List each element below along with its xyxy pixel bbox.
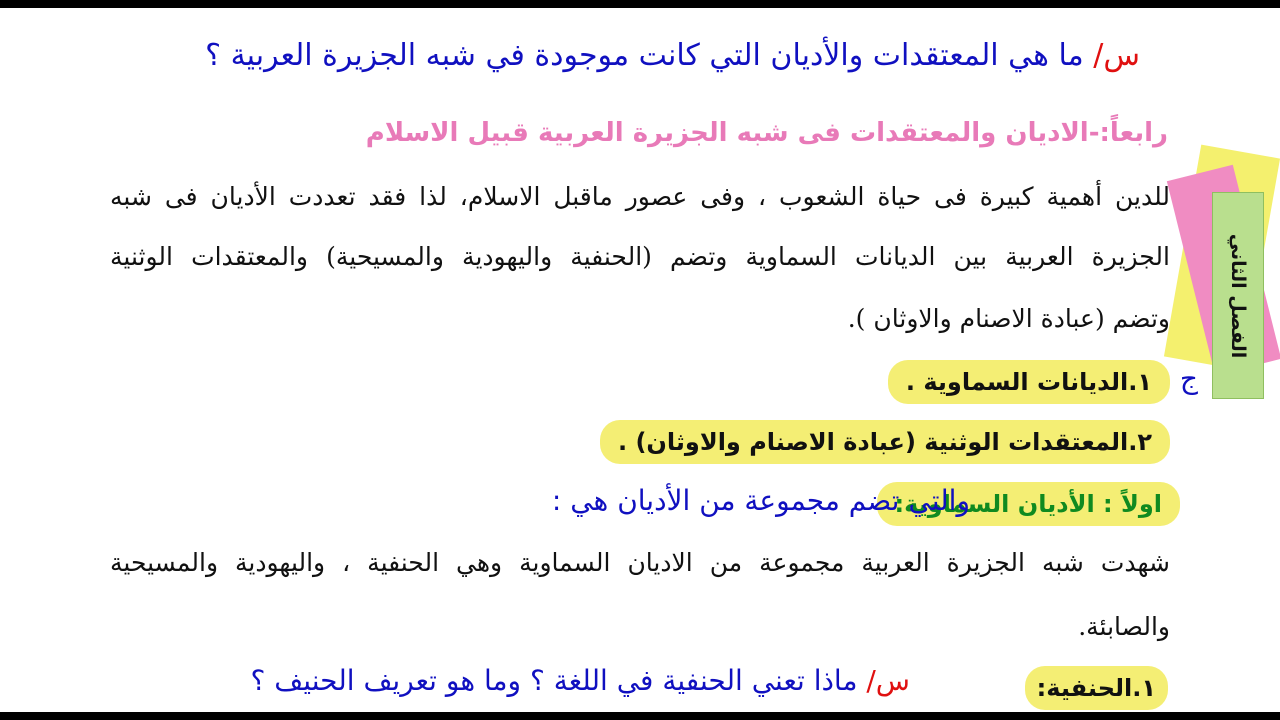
answer-label: ج <box>1179 362 1198 395</box>
highlight-first-heading: اولاً : الأديان السماوية: <box>877 482 1180 526</box>
paragraph-1-line-1-text: للدين أهمية كبيرة فى حياة الشعوب ، وفى عصور ماقبل الاسلام، لذا فقد تعددت الأديان فى شبه <box>110 182 1170 211</box>
paragraph-2-line-1-text: شهدت شبه الجزيرة العربية مجموعة من الاديان السماوية وهي الحنفية ، واليهودية والمسيحية <box>110 548 1170 577</box>
paragraph-1-line-2-text: الجزيرة العربية بين الديانات السماوية وتضم (الحنفية واليهودية والمسيحية) والمعتقدات الوثنية <box>110 242 1170 271</box>
paragraph-2-line-2: والصابئة. <box>1078 612 1170 641</box>
paragraph-2-line-1 <box>110 548 1170 577</box>
question-1-text: ما هي المعتقدات والأديان التي كانت موجودة في شبه الجزيرة العربية ؟ <box>205 38 1094 73</box>
highlight-item-1: ١.الديانات السماوية . <box>888 360 1170 404</box>
highlight-hanafiya: ١.الحنفية: <box>1025 666 1168 710</box>
question-2-text: ماذا تعني الحنفية في اللغة ؟ وما هو تعريف الحنيف ؟ <box>250 664 867 697</box>
question-1 <box>205 38 1140 73</box>
section-heading-4: رابعاً:-الاديان والمعتقدات فى شبه الجزيرة العربية قبيل الاسلام <box>365 118 1168 148</box>
question-1-prefix: س/ <box>1093 38 1140 73</box>
first-heading-continuation: والتي تضم مجموعة من الأديان هي : <box>551 484 970 517</box>
bottom-border <box>0 712 1280 720</box>
question-2 <box>251 664 910 697</box>
paragraph-1-line-2 <box>110 242 1170 271</box>
top-border <box>0 0 1280 8</box>
paragraph-1-line-1 <box>110 182 1170 211</box>
question-2-prefix: س/ <box>866 664 910 697</box>
chapter-side-tab-label: الفصل الثاني <box>1227 233 1249 358</box>
chapter-side-tab <box>1212 192 1264 399</box>
highlight-item-2: ٢.المعتقدات الوثنية (عبادة الاصنام والاوثان) . <box>600 420 1170 464</box>
paragraph-1-line-3: وتضم (عبادة الاصنام والاوثان ). <box>847 304 1170 333</box>
